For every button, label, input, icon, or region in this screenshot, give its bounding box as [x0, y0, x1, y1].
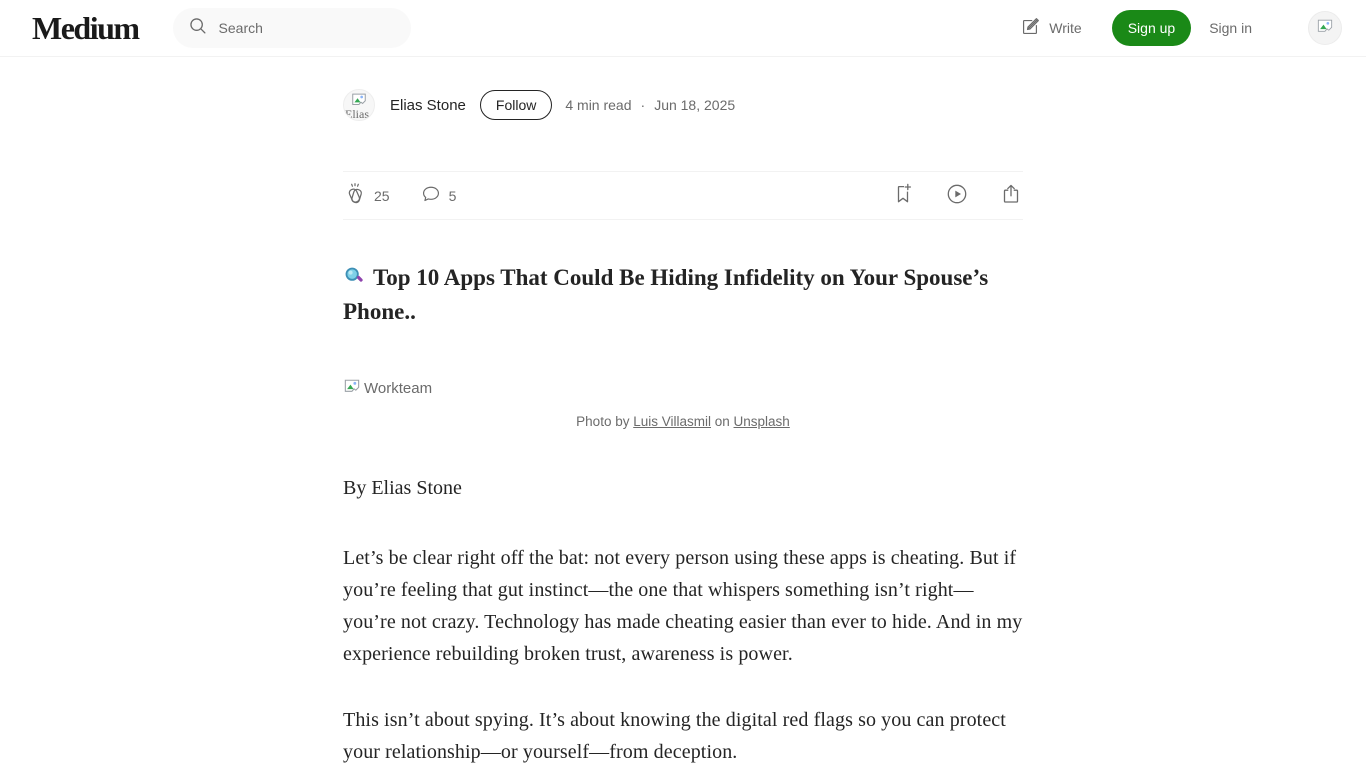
- engagement-right: [891, 182, 1023, 209]
- sign-up-button[interactable]: Sign up: [1112, 10, 1191, 46]
- caption-middle: on: [711, 414, 734, 429]
- read-time: 4 min read: [565, 97, 632, 113]
- bookmark-button[interactable]: [891, 182, 915, 209]
- user-avatar[interactable]: [1308, 11, 1342, 45]
- article-byline: By Elias Stone: [343, 477, 462, 499]
- share-icon: [999, 182, 1023, 209]
- write-label: Write: [1049, 20, 1082, 36]
- broken-image-icon: [1316, 18, 1334, 39]
- share-button[interactable]: [999, 182, 1023, 209]
- follow-button[interactable]: Follow: [480, 90, 552, 120]
- responses-button[interactable]: [420, 183, 457, 208]
- hero-image-alt: Workteam: [364, 380, 433, 397]
- author-avatar[interactable]: [343, 89, 375, 121]
- sign-in-link[interactable]: Sign in: [1209, 20, 1252, 36]
- navbar-actions: [1019, 10, 1342, 46]
- search-icon: [187, 15, 209, 42]
- article-title-text: Top 10 Apps That Could Be Hiding Infidelity on Your Spouse’s Phone..: [343, 265, 989, 324]
- play-circle-icon: [945, 182, 969, 209]
- article-paragraph: Let’s be clear right off the bat: not every person using these apps is cheating. But if you’re feeling that gut instinct—the one that whispers something isn’t right—you’re not crazy. Technology has made cheating easier than ever to hide. And in my experience rebuilding broken trust, awareness is power.: [343, 547, 1023, 665]
- write-button[interactable]: [1019, 16, 1081, 41]
- response-count: 5: [448, 187, 457, 204]
- author-avatar-alt: Elias: [345, 107, 369, 121]
- hero-caption: [343, 414, 1023, 429]
- photographer-link[interactable]: Luis Villasmil: [633, 414, 711, 429]
- clap-count: 25: [374, 187, 390, 204]
- hero-figure: [343, 378, 1023, 429]
- broken-image-icon: [343, 378, 361, 399]
- comment-icon: [420, 183, 442, 208]
- write-icon: [1019, 16, 1041, 41]
- author-name[interactable]: Elias Stone: [390, 96, 466, 114]
- medium-logo[interactable]: Medium: [32, 10, 139, 46]
- top-navbar: [0, 0, 1366, 57]
- caption-prefix: Photo by: [576, 414, 634, 429]
- search-input[interactable]: [219, 20, 389, 36]
- clap-button[interactable]: [343, 182, 390, 209]
- author-section: [343, 89, 1023, 121]
- article-title: [343, 262, 1023, 328]
- publish-date: Jun 18, 2025: [654, 97, 736, 113]
- article-column: [343, 89, 1023, 768]
- listen-button[interactable]: [945, 182, 969, 209]
- broken-image-icon: [350, 92, 368, 107]
- hero-broken-image: [343, 378, 1023, 399]
- magnifying-glass-emoji-icon: [343, 264, 365, 296]
- engagement-left: [343, 182, 456, 209]
- meta-separator: ·: [640, 97, 646, 113]
- bookmark-plus-icon: [891, 182, 915, 209]
- engagement-bar: [343, 171, 1023, 220]
- article-paragraph: This isn’t about spying. It’s about knowing the digital red flags so you can protect your relationship—or yourself—from deception.: [343, 709, 1006, 763]
- search-bar[interactable]: [173, 8, 411, 48]
- unsplash-link[interactable]: Unsplash: [733, 414, 790, 429]
- article-meta: [565, 97, 735, 113]
- clap-icon: [343, 182, 367, 209]
